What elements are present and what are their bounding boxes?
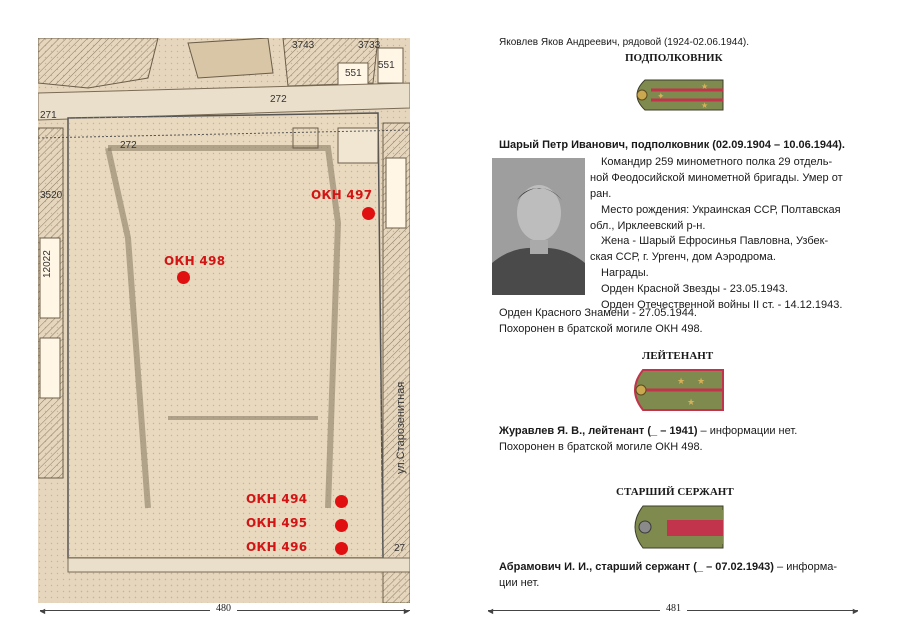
street-label: ул.Старозенитная (395, 381, 407, 474)
map-number: 271 (40, 110, 57, 121)
grave-label-okn-494: ОКН 494 (246, 492, 308, 506)
person-name: Абрамович И. И., старший сержант (_ – 07.02.1943) (499, 561, 774, 573)
entry-line (499, 560, 837, 576)
bio-line: ская ССР, г. Ургенч, дом Аэродрома. (590, 251, 776, 263)
grave-marker-okn-497 (362, 207, 375, 220)
bio-line: обл., Ирклеевский р-н. (590, 220, 706, 232)
grave-marker-okn-496 (335, 542, 348, 555)
grave-marker-okn-498 (177, 271, 190, 284)
bio-line: ной Феодосийской минометной бригады. Умер от (590, 172, 843, 184)
shoulder-strap-lieutenant-icon (627, 368, 725, 412)
map-number: 3520 (40, 190, 63, 201)
map-number: 3743 (292, 40, 315, 51)
svg-text:★: ★ (697, 376, 706, 386)
portrait-photo (492, 158, 585, 295)
map-number: 272 (120, 140, 137, 151)
entry-line: Похоронен в братской могиле ОКН 498. (499, 441, 703, 453)
footer-arrow-icon: ► (402, 606, 411, 616)
person-name: Журавлев Я. В., лейтенант (_ – 1941) (499, 425, 698, 437)
page-number: 481 (660, 603, 687, 614)
footer-arrow-icon: ► (851, 606, 860, 616)
footer-arrow-icon: ◄ (38, 606, 47, 616)
entry-line (499, 424, 797, 440)
svg-text:★: ★ (701, 101, 709, 110)
map-number: 272 (270, 94, 287, 105)
bio-line: Награды. (601, 267, 649, 279)
svg-text:★: ★ (677, 376, 686, 386)
map-number: 551 (345, 68, 362, 79)
bio-line: Орден Красного Знамени - 27.05.1944. (499, 307, 697, 319)
shoulder-strap-lt-colonel-icon (627, 78, 725, 112)
entry-line: ции нет. (499, 577, 540, 589)
bio-line: Жена - Шарый Ефросинья Павловна, Узбек- (601, 235, 829, 247)
map-drawing (38, 38, 410, 603)
grave-marker-okn-495 (335, 519, 348, 532)
bio-line: Похоронен в братской могиле ОКН 498. (499, 323, 703, 335)
svg-text:★: ★ (687, 397, 696, 407)
map-number: 551 (378, 60, 395, 71)
bio-line: Место рождения: Украинская ССР, Полтавская (601, 204, 841, 216)
grave-label-okn-498: ОКН 498 (164, 254, 226, 268)
rank-heading: ЛЕЙТЕНАНТ (642, 350, 714, 362)
footer-arrow-icon: ◄ (486, 606, 495, 616)
page-header: Яковлев Яков Андреевич, рядовой (1924-02.06.1944). (499, 37, 750, 48)
bio-line: Орден Красной Звезды - 23.05.1943. (601, 283, 788, 295)
svg-text:★: ★ (701, 82, 709, 91)
person-name-heading: Шарый Петр Иванович, подполковник (02.09.1904 – 10.06.1944). (499, 139, 845, 151)
grave-label-okn-497: ОКН 497 (311, 188, 373, 202)
svg-text:✦: ✦ (657, 91, 665, 101)
cemetery-map (38, 38, 410, 603)
map-number: 3733 (358, 40, 381, 51)
rank-heading: ПОДПОЛКОВНИК (625, 52, 723, 64)
grave-label-okn-495: ОКН 495 (246, 516, 308, 530)
bio-line: Командир 259 минометного полка 29 отдель- (601, 156, 833, 168)
grave-label-okn-496: ОКН 496 (246, 540, 308, 554)
grave-marker-okn-494 (335, 495, 348, 508)
page-number: 480 (210, 603, 237, 614)
map-number: 27 (394, 543, 406, 554)
map-number: 12022 (42, 250, 53, 278)
entry-text: – информации нет. (697, 425, 798, 437)
bio-line: Орден Отечественной войны II ст. - 14.12.1943. (601, 299, 843, 311)
shoulder-strap-senior-sergeant-icon (627, 504, 725, 550)
bio-line: ран. (590, 188, 612, 200)
rank-heading: СТАРШИЙ СЕРЖАНТ (616, 486, 734, 498)
entry-text: – информа- (773, 561, 838, 573)
